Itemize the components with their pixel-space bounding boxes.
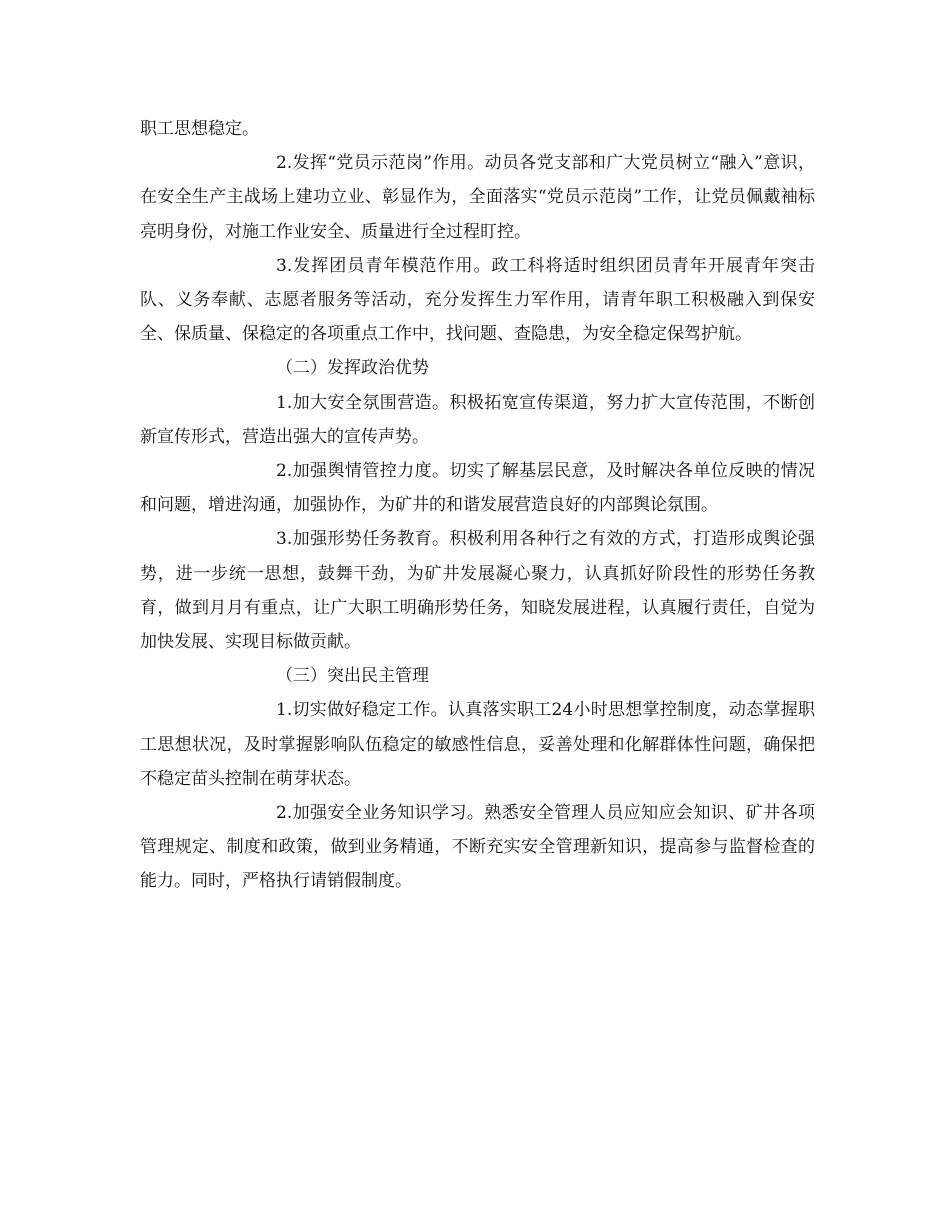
paragraph-party-member-post: 2.发挥“党员示范岗”作用。动员各党支部和广大党员树立“融入”意识，在安全生产主战场上建功立业、彰显作为，全面落实“党员示范岗”工作，让党员佩戴袖标亮明身份，对施工作业安全、质量进行全过程盯控。: [140, 153, 815, 242]
section-heading-political-advantage: （二）发挥政治优势: [276, 358, 429, 379]
section-heading-democratic-management: （三）突出民主管理: [276, 666, 429, 687]
paragraph-safety-knowledge: 2.加强安全业务知识学习。熟悉安全管理人员应知应会知识、矿井各项管理规定、制度和政策，做到业务精通，不断充实安全管理新知识，提高参与监督检查的能力。同时，严格执行请销假制度。: [140, 803, 815, 892]
paragraph-situation-education: 3.加强形势任务教育。积极利用各种行之有效的方式，打造形成舆论强势，进一步统一思想，鼓舞干劲，为矿井发展凝心聚力，认真抓好阶段性的形势任务教育，做到月月有重点，让广大职工明确形势任务，知晓发展进程，认真履行责任，自觉为加快发展、实现目标做贡献。: [140, 529, 815, 653]
paragraph-safety-atmosphere: 1.加大安全氛围营造。积极拓宽宣传渠道，努力扩大宣传范围，不断创新宣传形式，营造出强大的宣传声势。: [140, 392, 815, 447]
paragraph-public-opinion: 2.加强舆情管控力度。切实了解基层民意，及时解决各单位反映的情况和问题，增进沟通，加强协作，为矿井的和谐发展营造良好的内部舆论氛围。: [140, 461, 815, 516]
paragraph-youth-role: 3.发挥团员青年模范作用。政工科将适时组织团员青年开展青年突击队、义务奉献、志愿者服务等活动，充分发挥生力军作用，请青年职工积极融入到保安全、保质量、保稳定的各项重点工作中，找问题、查隐患，为安全稳定保驾护航。: [140, 255, 815, 345]
document-body: [140, 112, 815, 899]
paragraph-continuation: 职工思想稳定。: [140, 119, 259, 139]
paragraph-stability-work: 1.切实做好稳定工作。认真落实职工24小时思想掌控制度，动态掌握职工思想状况，及时掌握影响队伍稳定的敏感性信息，妥善处理和化解群体性问题，确保把不稳定苗头控制在萌芽状态。: [140, 700, 815, 789]
